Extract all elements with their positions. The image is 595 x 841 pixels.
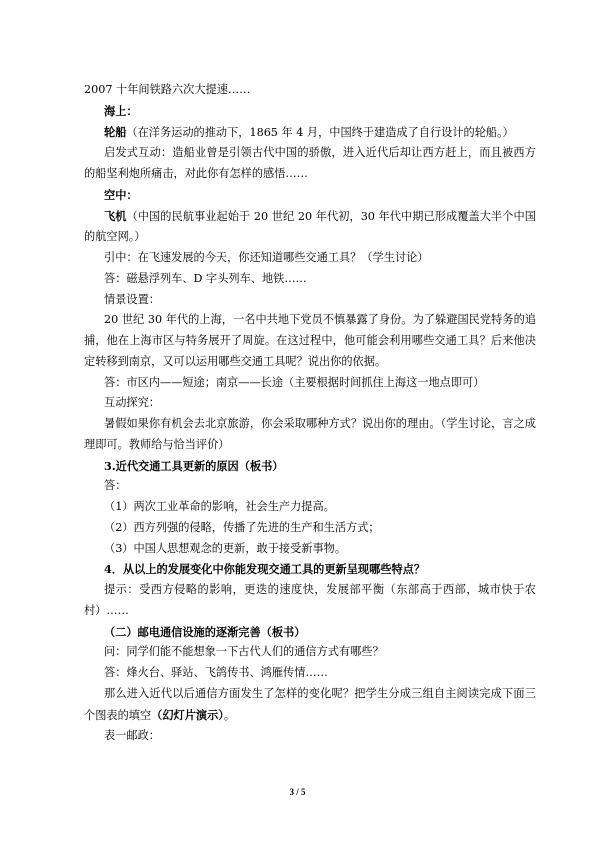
features-hint: 提示：受西方侵略的影响，更迭的速度快，发展部平衡（东部高于西部，城市快于农村）……	[84, 583, 536, 617]
postal-intro-text: 那么进入近代以后通信方面发生了怎样的变化呢？把学生分成三组自主阅读完成下面三个图表的填空	[84, 686, 536, 722]
features-question: 4．从以上的发展变化中你能发现交通工具的更新呈现哪些特点？	[104, 562, 426, 577]
scenario-label: 情景设置：	[104, 292, 160, 306]
airplane-term: 飞机	[104, 208, 127, 223]
scenario-paragraph: 20 世纪 30 年代的上海，一名中共地下党员不慎暴露了身份。为了躲避国民党特务的追捕，他在上海市区与特务展开了周旋。在这过程中，他可能会利用哪些交通工具？后来他决定转移到南京，又可以运用哪些交通工具呢？说出你的依据。	[84, 313, 536, 368]
page-body	[84, 80, 536, 747]
postal-answer: 答：烽火台、驿站、飞鸽传书、鸿雁传情……	[104, 666, 328, 679]
ship-description: （在洋务运动的推动下，1865 年 4 月，中国终于建造成了自行设计的轮船。）	[126, 125, 514, 139]
postal-heading: （二）邮电通信设施的逐渐完善（板书）	[104, 624, 306, 639]
inquiry-label: 互动探究：	[104, 396, 160, 410]
postal-intro-paragraph	[84, 684, 536, 727]
ship-entry	[84, 122, 536, 144]
guide-question: 引中：在飞速发展的今天，你还知道哪些交通工具？（学生讨论）	[104, 251, 429, 264]
reason-item: （2）西方列强的侵略，传播了先进的生产和生活方式；	[104, 520, 380, 534]
slide-demo-note: （幻灯片演示）	[151, 707, 224, 722]
postal-intro-end: 。	[223, 708, 236, 722]
railway-speedup-line: 2007 十年间铁路六次大提速……	[84, 83, 251, 96]
guide-answer: 答：磁悬浮列车、D 字头列车、地铁……	[104, 271, 307, 285]
table1-label: 表一邮政：	[104, 729, 160, 743]
scenario-answer: 答：市区内——短途；南京——长途（主要根据时间抓住上海这一地点即可）	[104, 375, 485, 389]
inquiry-paragraph: 暑假如果你有机会去北京旅游，你会采取哪种方式？说出你的理由。（学生讨论，言之成理即可。教师给与恰当评价）	[84, 417, 536, 451]
reason-item: （1）两次工业革命的影响，社会生产力提高。	[104, 500, 335, 513]
sea-heading: 海上：	[104, 103, 138, 118]
ship-term: 轮船	[104, 124, 127, 139]
reasons-heading: 3.近代交通工具更新的原因（板书）	[104, 458, 284, 473]
postal-question: 问：同学们能不能想象一下古代人们的通信方式有哪些？	[104, 645, 384, 659]
heuristic-interaction-paragraph: 启发式互动：造船业曾是引领古代中国的骄傲，进入近代后却让西方赶上，而且被西方的船坚利炮所痛击，对此你有怎样的感悟……	[84, 146, 536, 180]
airplane-description: （中国的民航事业起始于 20 世纪 20 年代初，30 年代中期已形成覆盖大半个中国的航空网。）	[84, 209, 536, 244]
reason-item: （3）中国人思想观念的更新，敢于接受新事物。	[104, 541, 347, 555]
air-heading: 空中：	[104, 187, 138, 202]
airplane-entry	[84, 206, 536, 249]
reasons-answer-label: 答：	[104, 479, 127, 493]
page-number: 3 / 5	[289, 787, 306, 797]
